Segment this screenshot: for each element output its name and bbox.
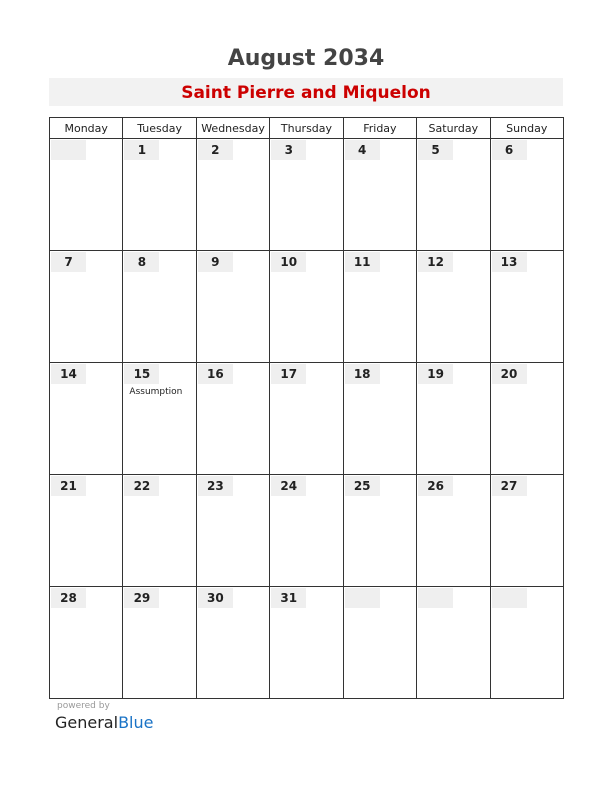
day-cell[interactable] (50, 251, 123, 363)
day-cell[interactable] (270, 587, 343, 699)
day-number: 14 (51, 364, 86, 384)
weekday-friday: Friday (343, 118, 416, 139)
day-number: 28 (51, 588, 86, 608)
weekday-thursday: Thursday (270, 118, 343, 139)
day-cell[interactable] (343, 251, 416, 363)
brand-general: General (55, 713, 119, 732)
day-number: 7 (51, 252, 86, 272)
week-row (50, 475, 564, 587)
day-number: 13 (492, 252, 527, 272)
day-number: 23 (198, 476, 233, 496)
day-cell[interactable] (343, 363, 416, 475)
day-number: 19 (418, 364, 453, 384)
powered-by-label: powered by (57, 701, 110, 711)
day-cell[interactable] (343, 587, 416, 699)
day-number: 24 (271, 476, 306, 496)
day-cell[interactable] (490, 363, 563, 475)
day-number: 30 (198, 588, 233, 608)
weekday-wednesday: Wednesday (196, 118, 269, 139)
day-number: 22 (124, 476, 159, 496)
day-number: 3 (271, 140, 306, 160)
day-cell[interactable] (123, 587, 196, 699)
day-cell[interactable] (50, 475, 123, 587)
day-cell[interactable] (417, 475, 490, 587)
day-number: 15 (124, 364, 159, 384)
brand-logo[interactable] (55, 713, 153, 732)
day-cell[interactable] (196, 587, 269, 699)
day-number: 26 (418, 476, 453, 496)
day-cell[interactable] (50, 139, 123, 251)
page-title: August 2034 (227, 46, 385, 71)
day-number: 4 (345, 140, 380, 160)
weekday-tuesday: Tuesday (123, 118, 196, 139)
country-name: Saint Pierre and Miquelon (181, 83, 431, 103)
day-number (418, 588, 453, 608)
day-number (345, 588, 380, 608)
weekday-saturday: Saturday (417, 118, 490, 139)
day-cell[interactable] (123, 139, 196, 251)
day-cell[interactable] (417, 363, 490, 475)
day-number: 5 (418, 140, 453, 160)
week-row (50, 363, 564, 475)
day-number: 16 (198, 364, 233, 384)
day-number: 11 (345, 252, 380, 272)
day-cell[interactable] (270, 251, 343, 363)
day-number: 6 (492, 140, 527, 160)
day-number: 1 (124, 140, 159, 160)
day-number: 18 (345, 364, 380, 384)
weekday-monday: Monday (50, 118, 123, 139)
day-number (51, 140, 86, 160)
holiday-label: Assumption (129, 387, 183, 397)
day-number: 12 (418, 252, 453, 272)
day-cell[interactable] (196, 363, 269, 475)
day-cell[interactable] (417, 139, 490, 251)
country-banner (49, 78, 563, 106)
day-cell[interactable] (123, 475, 196, 587)
day-cell[interactable] (343, 475, 416, 587)
day-cell[interactable] (343, 139, 416, 251)
day-number (492, 588, 527, 608)
day-number: 20 (492, 364, 527, 384)
day-number: 9 (198, 252, 233, 272)
day-cell[interactable] (196, 251, 269, 363)
day-cell[interactable] (490, 139, 563, 251)
day-cell[interactable] (270, 139, 343, 251)
day-number: 27 (492, 476, 527, 496)
day-number: 17 (271, 364, 306, 384)
day-number: 25 (345, 476, 380, 496)
day-cell[interactable] (50, 363, 123, 475)
day-cell[interactable] (270, 475, 343, 587)
day-cell[interactable] (196, 475, 269, 587)
brand-blue: Blue (118, 713, 154, 732)
day-cell[interactable] (417, 587, 490, 699)
day-cell[interactable] (50, 587, 123, 699)
day-cell[interactable] (490, 475, 563, 587)
day-number: 31 (271, 588, 306, 608)
day-number: 8 (124, 252, 159, 272)
day-cell[interactable] (490, 587, 563, 699)
day-cell[interactable] (490, 251, 563, 363)
day-number: 10 (271, 252, 306, 272)
calendar-grid (49, 117, 564, 699)
day-cell[interactable] (123, 251, 196, 363)
day-number: 2 (198, 140, 233, 160)
week-row (50, 251, 564, 363)
week-row (50, 587, 564, 699)
day-cell[interactable] (196, 139, 269, 251)
weekday-header-row (50, 118, 564, 139)
day-number: 29 (124, 588, 159, 608)
day-number: 21 (51, 476, 86, 496)
day-cell[interactable] (270, 363, 343, 475)
weekday-sunday: Sunday (490, 118, 563, 139)
day-cell[interactable] (123, 363, 196, 475)
day-cell[interactable] (417, 251, 490, 363)
week-row (50, 139, 564, 251)
